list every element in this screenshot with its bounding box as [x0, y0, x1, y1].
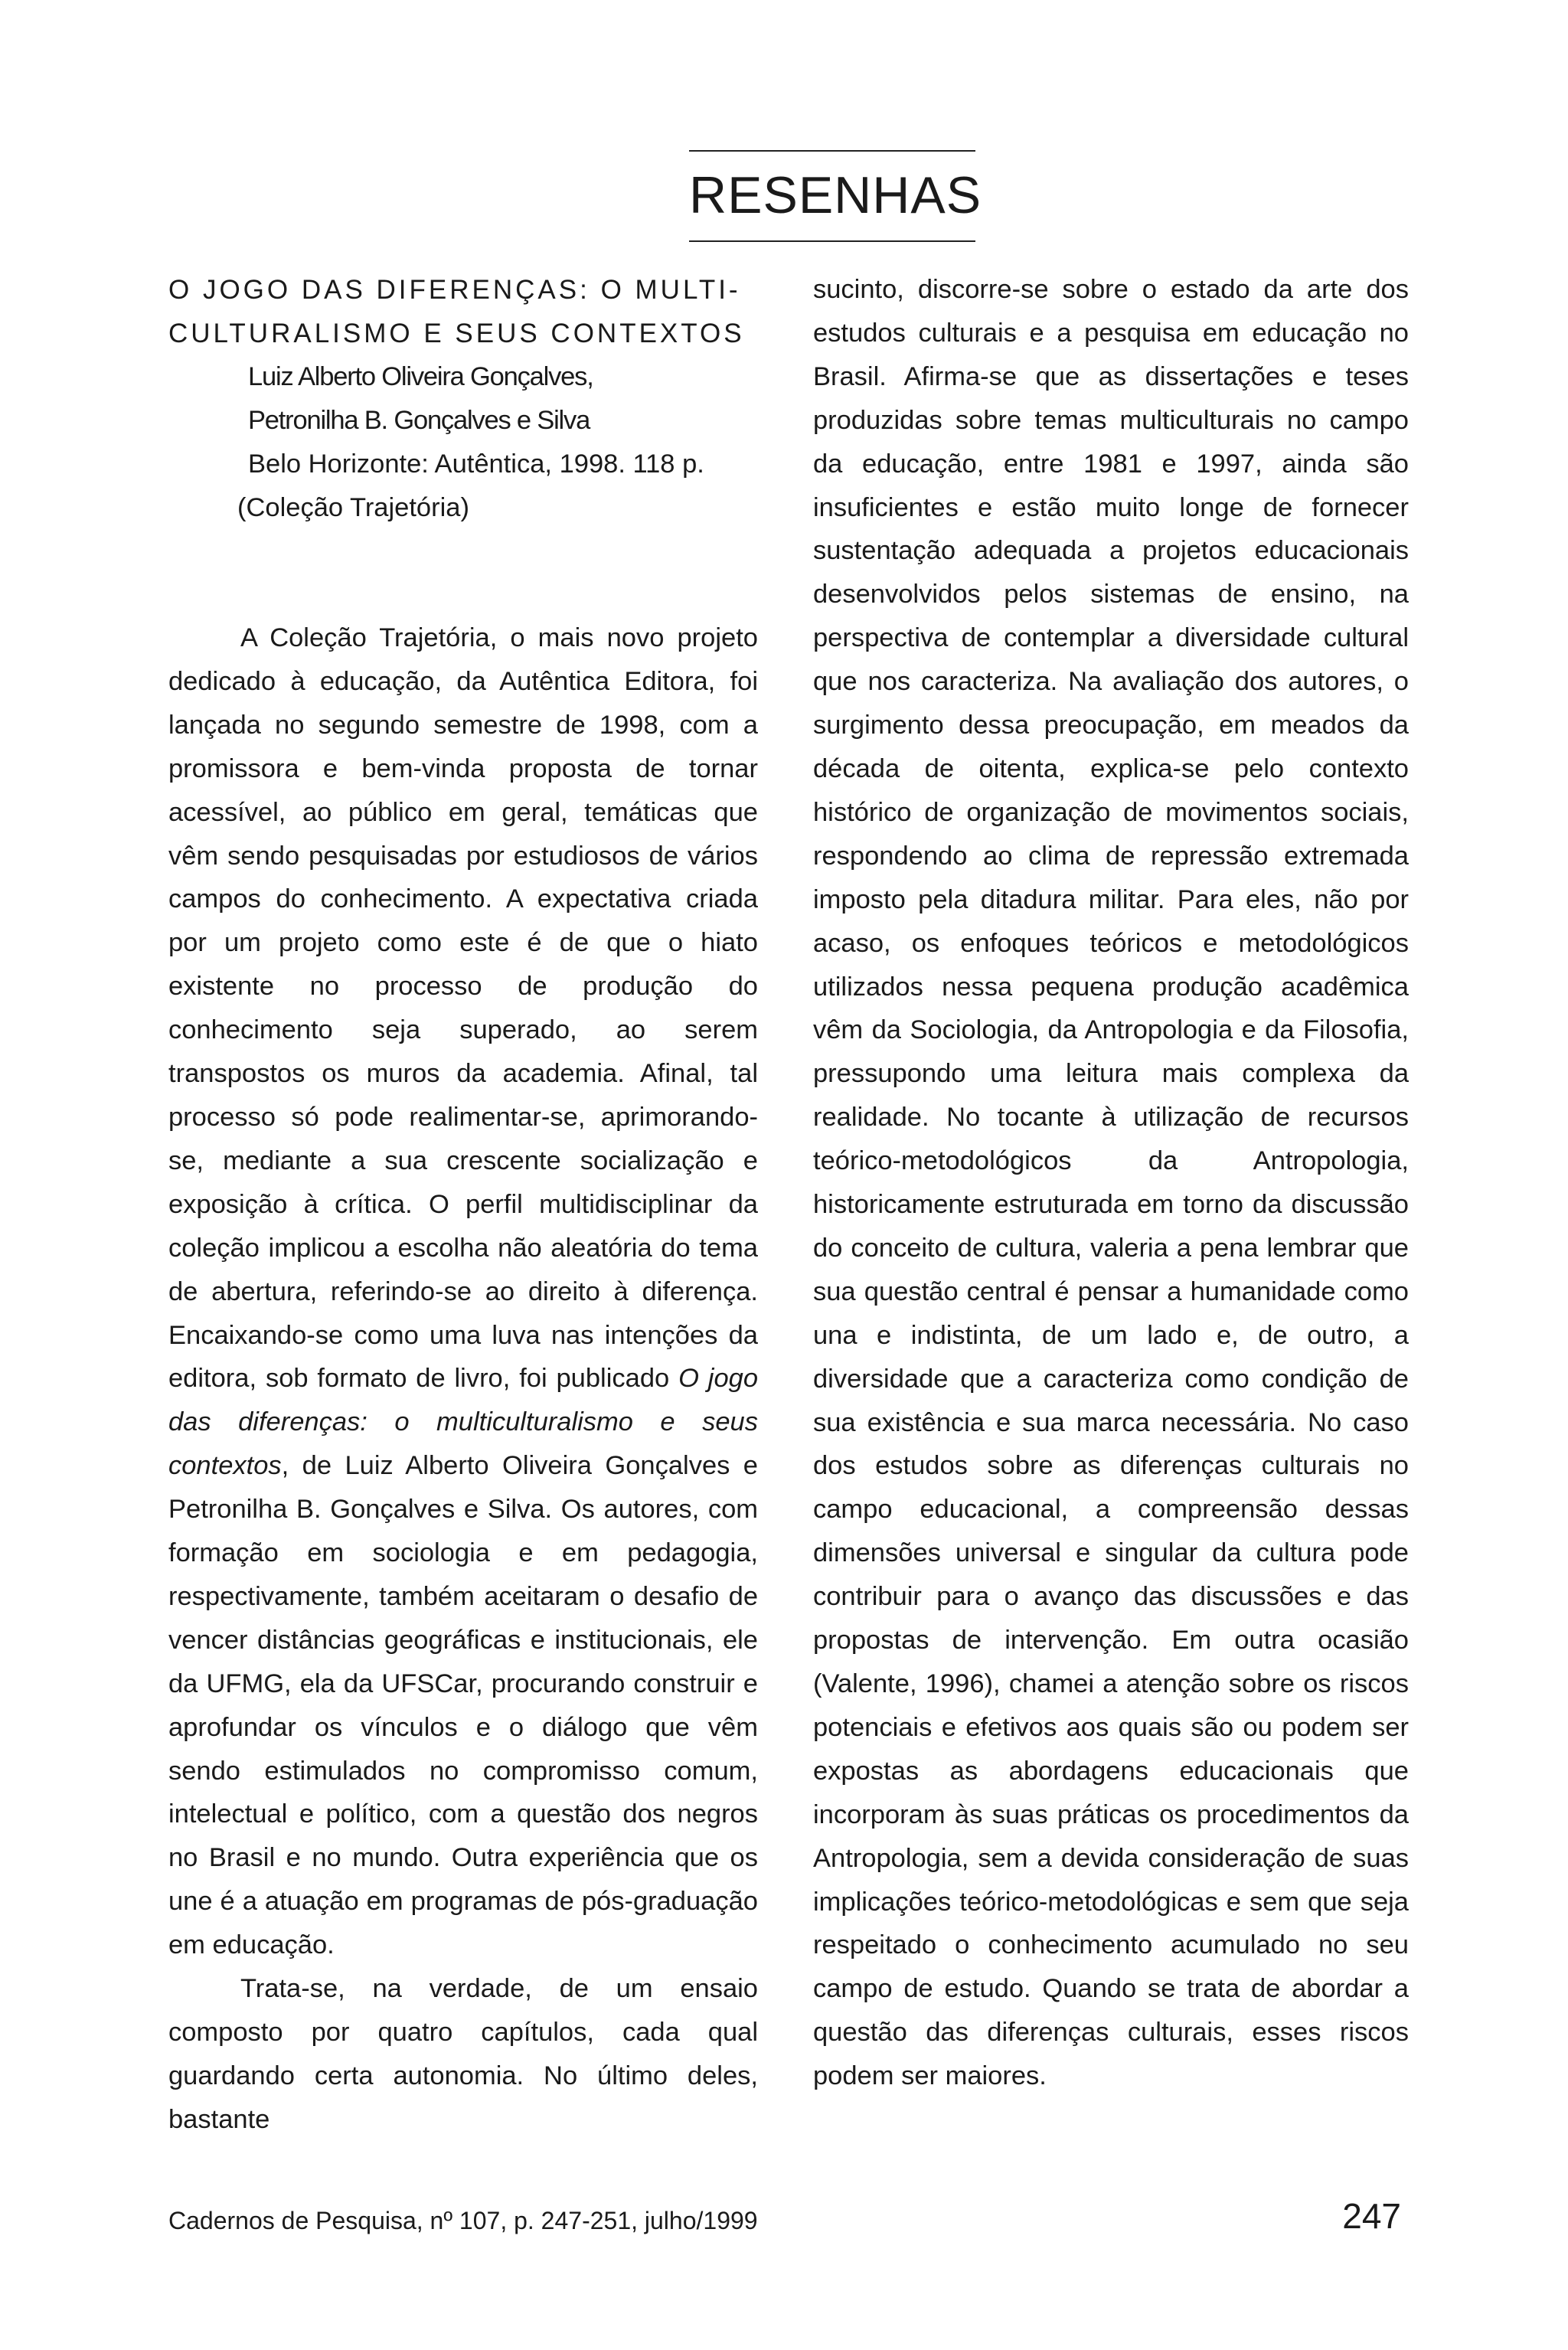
section-header: [689, 150, 982, 242]
series-name: (Coleção Trajetória): [237, 493, 469, 522]
right-column: [813, 268, 1409, 2098]
left-column: [168, 268, 758, 2142]
paragraph-1-text-a: A Coleção Trajetória, o mais novo projeto dedicado à educação, da Autêntica Editora, foi lançada no segundo semestre de 1998, com a promissora e bem-vinda proposta de tornar acessível, ao público em geral, temáticas que vêm sendo pesquisadas por estudiosos de vários campos do conhecimento. A expectativa criada por um projeto como este é de que o hiato existente no processo de produção do conhecimento seja superado, ao serem transpostos os muros da academia. Afinal, tal processo só pode realimentar-se, aprimorando-se, mediante a sua crescente socialização e exposição à crítica. O perfil multidisciplinar da coleção implicou a escolha não aleatória do tema de abertura, referindo-se ao direito à diferença. Encaixando-se como uma luva nas intenções da editora, sob formato de livro, foi publicado: [168, 623, 758, 1394]
book-metadata: [248, 355, 758, 486]
authors-line-1: Luiz Alberto Oliveira Gonçalves,: [248, 362, 593, 391]
book-title-italic: O jogo das diferenças: o multiculturalismo e seus contextos: [168, 1364, 759, 1481]
paragraph-1: [168, 616, 758, 1967]
paragraph-2-start: Trata-se, na verdade, de um ensaio composto por quatro capítulos, cada qual guardando certa autonomia. No último deles, bastante: [168, 1974, 758, 2134]
heading-spacer: [168, 530, 758, 616]
book-title-line-2: CULTURALISMO E SEUS CONTEXTOS: [168, 319, 745, 348]
paragraph-1-text-b: , de Luiz Alberto Oliveira Gonçalves e Petronilha B. Gonçalves e Silva. Os autores, com formação em sociologia e em pedagogia, respectivamente, também aceitaram o desafio de vencer distâncias geográficas e institucionais, ele da UFMG, ela da UFSCar, procurando construir e aprofundar os vínculos e o diálogo que vêm sendo estimulados no compromisso comum, intelectual e político, com a questão dos negros no Brasil e no mundo. Outra experiência que os une é a atuação em programas de pós-graduação em educação.: [168, 1451, 758, 1960]
paragraph-2-continued: sucinto, discorre-se sobre o estado da arte dos estudos culturais e a pesquisa em educação no Brasil. Afirma-se que as dissertações e teses produzidas sobre temas multiculturais no campo da educação, entre 1981 e 1997, ainda são insuficientes e estão muito longe de fornecer sustentação adequada a projetos educacionais desenvolvidos pelos sistemas de ensino, na perspectiva de contemplar a diversidade cultural que nos caracteriza. Na avaliação dos autores, o surgimento dessa preocupação, em meados da década de oitenta, explica-se pelo contexto histórico de organização de movimentos sociais, respondendo ao clima de repressão extremada imposto pela ditadura militar. Para eles, não por acaso, os enfoques teóricos e metodológicos utilizados nessa pequena produção acadêmica vêm da Sociologia, da Antropologia e da Filosofia, pressupondo uma leitura mais complexa da realidade. No tocante à utilização de recursos teórico-metodológicos da Antropologia, historicamente estruturada em torno da discussão do conceito de cultura, valeria a pena lembrar que sua questão central é pensar a humanidade como una e indistinta, de um lado e, de outro, a diversidade que a caracteriza como condição de sua existência e sua marca necessária. No caso dos estudos sobre as diferenças culturais no campo educacional, a compreensão dessas dimensões universal e singular da cultura pode contribuir para o avanço das discussões e das propostas de intervenção. Em outra ocasião (Valente, 1996), chamei a atenção sobre os riscos potenciais e efetivos aos quais são ou podem ser expostas as abordagens educacionais que incorporam às suas práticas os procedimentos da Antropologia, sem a devida consideração de suas implicações teórico-metodológicas e sem que seja respeitado o conhecimento acumulado no seu campo de estudo. Quando se trata de abordar a questão das diferenças culturais, esses riscos podem ser maiores.: [813, 275, 1409, 2091]
book-title-line-1: O JOGO DAS DIFERENÇAS: O MULTI-: [168, 275, 741, 305]
footer-citation: Cadernos de Pesquisa, nº 107, p. 247-251, julho/1999: [168, 2207, 758, 2234]
page-number: 247: [1342, 2196, 1401, 2236]
review-heading: [168, 268, 758, 530]
authors-line-2: Petronilha B. Gonçalves e Silva: [248, 406, 590, 435]
publication-info: Belo Horizonte: Autêntica, 1998. 118 p.: [248, 449, 704, 479]
section-title: RESENHAS: [689, 166, 982, 224]
